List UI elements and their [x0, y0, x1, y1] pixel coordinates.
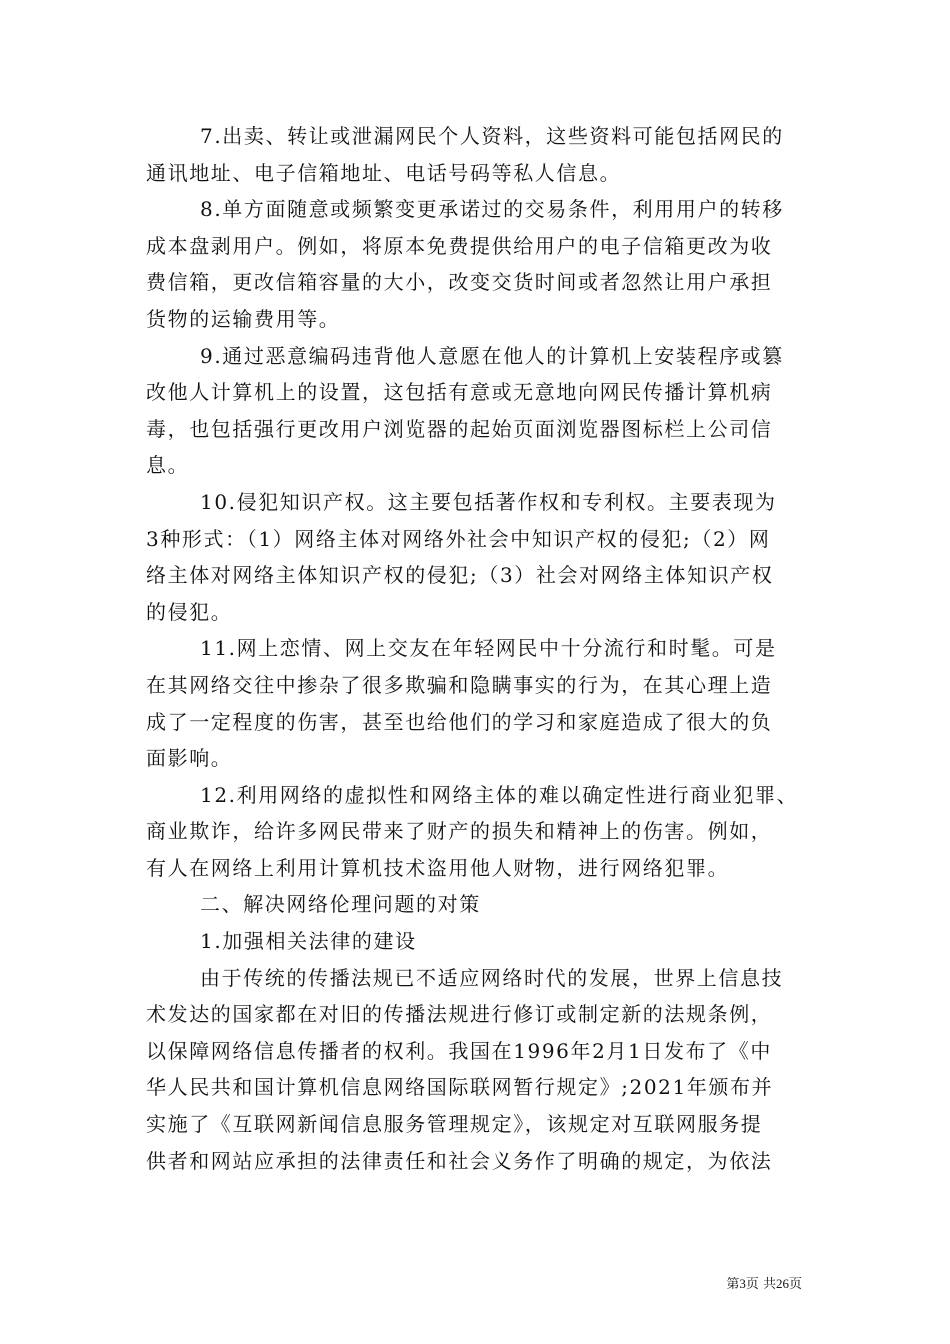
- paragraph-9-line-2: 改他人计算机上的设置，这包括有意或无意地向网民传播计算机病: [146, 380, 773, 405]
- document-body: [146, 118, 816, 1179]
- paragraph-8-line-2: 成本盘剥用户。例如，将原本免费提供给用户的电子信箱更改为收: [146, 233, 773, 258]
- footer-middle: 页 共: [745, 1277, 776, 1292]
- paragraph-law-line-6: 供者和网站应承担的法律责任和社会义务作了明确的规定，为依法: [146, 1148, 773, 1173]
- paragraph-9-line-4: 息。: [146, 453, 190, 478]
- paragraph-law-line-4: 华人民共和国计算机信息网络国际联网暂行规定》;2021年颁布并: [146, 1075, 774, 1100]
- paragraph-10-line-3: 络主体对网络主体知识产权的侵犯;（3）社会对网络主体知识产权: [146, 563, 774, 588]
- paragraph-12-line-3: 有人在网络上利用计算机技术盗用他人财物，进行网络犯罪。: [146, 855, 730, 880]
- paragraph-10-line-4: 的侵犯。: [146, 599, 233, 624]
- paragraph-11-line-2: 在其网络交往中掺杂了很多欺骗和隐瞒事实的行为，在其心理上造: [146, 672, 773, 697]
- paragraph-12-line-2: 商业欺诈，给许多网民带来了财产的损失和精神上的伤害。例如，: [146, 819, 773, 844]
- paragraph-8-line-4: 货物的运输费用等。: [146, 306, 341, 331]
- total-pages-number: 26: [775, 1276, 789, 1291]
- paragraph-8-line-1: 8.单方面随意或频繁变更承诺过的交易条件，利用用户的转移: [200, 197, 784, 222]
- paragraph-law-line-1: 由于传统的传播法规已不适应网络时代的发展，世界上信息技: [200, 965, 784, 990]
- paragraph-9-line-1: 9.通过恶意编码违背他人意愿在他人的计算机上安装程序或篡: [200, 343, 784, 368]
- footer-suffix: 页: [788, 1277, 802, 1292]
- footer-prefix: 第: [726, 1277, 740, 1292]
- paragraph-11-line-4: 面影响。: [146, 746, 233, 771]
- subsection-heading: 1.加强相关法律的建设: [200, 929, 417, 954]
- paragraph-7-line-1: 7.出卖、转让或泄漏网民个人资料，这些资料可能包括网民的: [200, 124, 784, 148]
- paragraph-law-line-3: 以保障网络信息传播者的权利。我国在1996年2月1日发布了《中: [146, 1038, 772, 1063]
- paragraph-law-line-2: 术发达的国家都在对旧的传播法规进行修订或制定新的法规条例，: [146, 1002, 773, 1027]
- paragraph-10-line-1: 10.侵犯知识产权。这主要包括著作权和专利权。主要表现为: [200, 489, 777, 514]
- paragraph-law-line-5: 实施了《互联网新闻信息服务管理规定》，该规定对互联网服务提: [146, 1112, 763, 1137]
- section-heading: 二、解决网络伦理问题的对策: [200, 892, 481, 917]
- paragraph-11-line-1: 11.网上恋情、网上交友在年轻网民中十分流行和时髦。可是: [200, 636, 777, 661]
- paragraph-9-line-3: 毒，也包括强行更改用户浏览器的起始页面浏览器图标栏上公司信: [146, 416, 773, 441]
- paragraph-8-line-3: 费信箱，更改信箱容量的大小，改变交货时间或者忽然让用户承担: [146, 270, 773, 295]
- page-footer: [726, 1276, 802, 1293]
- paragraph-10-line-2: 3种形式：（1）网络主体对网络外社会中知识产权的侵犯;（2）网: [146, 526, 771, 551]
- paragraph-12-line-1: 12.利用网络的虚拟性和网络主体的难以确定性进行商业犯罪、: [200, 782, 799, 807]
- paragraph-11-line-3: 成了一定程度的伤害，甚至也给他们的学习和家庭造成了很大的负: [146, 709, 773, 734]
- paragraph-7-line-2: 通讯地址、电子信箱地址、电话号码等私人信息。: [146, 160, 622, 185]
- current-page-number: 3: [739, 1276, 746, 1291]
